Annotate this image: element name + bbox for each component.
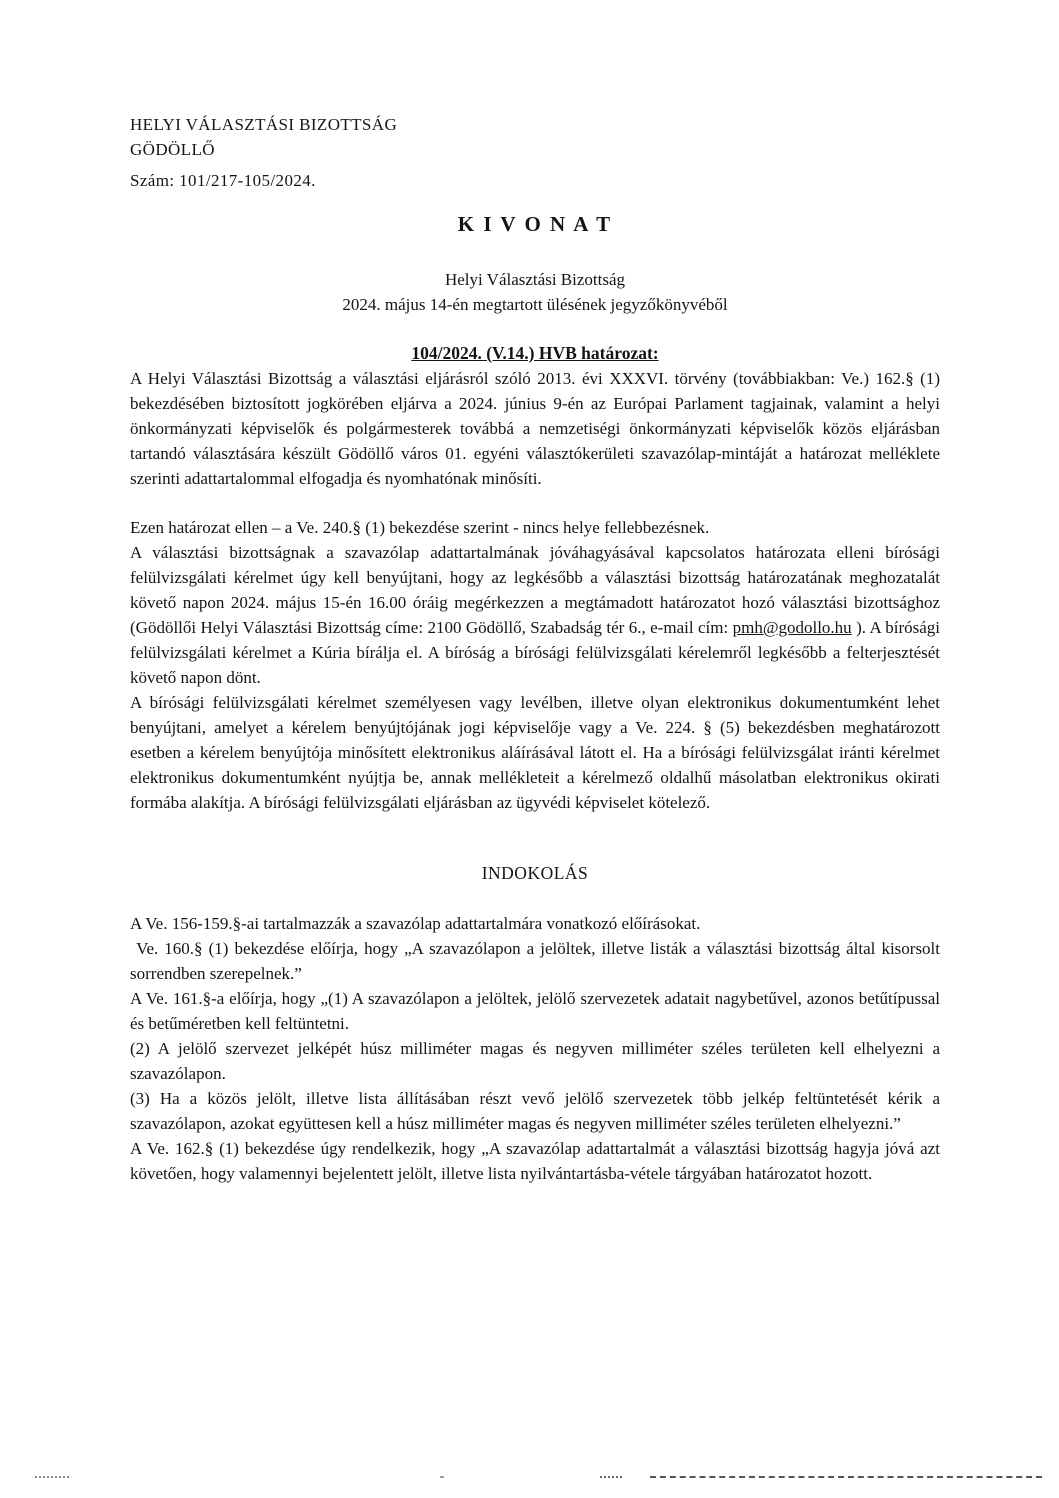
- justification-paragraph: Ve. 160.§ (1) bekezdése előírja, hogy „A szavazólapon a jelöltek, illetve listák a választási bizottság által kisorsolt sorrendben szerepelnek.”: [130, 939, 945, 983]
- operative-paragraph: A Helyi Választási Bizottság a választási eljárásról szóló 2013. évi XXXVI. törvény (továbbiakban: Ve.) 162.§ (1) bekezdésében biztosított jogkörében eljárva a 2024. június 9-én az Európai Parlament tagjainak, valamint a helyi önkormányzati képviselők és polgármesterek továbbá a nemzetiségi önkormányzati képviselők közös eljárásban tartandó választására készült Gödöllő város 01. egyéni választókerületi szavazólap-mintáját a határozat melléklete szerinti adattartalommal elfogadja és nyomhatónak minősíti.: [130, 369, 945, 488]
- justification-paragraph: A Ve. 162.§ (1) bekezdése úgy rendelkezik, hogy „A szavazólap adattartalmát a választási bizottság hagyja jóvá azt követően, hogy valamennyi bejelentett jelölt, illetve lista nyilvántartásba-vétele tárgyában határozatot hozott.: [130, 1139, 945, 1183]
- committee-name: HELYI VÁLASZTÁSI BIZOTTSÁG: [130, 115, 398, 134]
- justification-paragraph: (3) Ha a közös jelölt, illetve lista állításában részt vevő jelölő szervezetek több jelkép feltüntetését kérik a szavazólapon, azokat együttesen kell a húsz milliméter magas és negyven milliméter széles területen elhelyezni.”: [130, 1089, 945, 1133]
- appeal-text-after-email: ). A bírósági felülvizsgálati kérelmet a Kúria bírálja el. A bíróság a bírósági felülvizsgálati kérelemről legkésőbb a felterjesztését követő napon dönt.: [130, 618, 945, 687]
- submission-method-paragraph: A bírósági felülvizsgálati kérelmet személyesen vagy levélben, illetve olyan elektronikus dokumentumként lehet benyújtani, amelyet a kérelem benyújtójának jogi képviselője vagy a Ve. 224. § (5) bekezdésben meghatározott esetben a kérelem benyújtója minősített elektronikus aláírásával látott el. Ha a bírósági felülvizsgálat iránti kérelmet elektronikus dokumentumként nyújtja be, annak mellékleteit a kérelmező oldalhű másolatban elektronikus okirati formába alakítja. A bírósági felülvizsgálati eljárásban az ügyvédi képviselet kötelező.: [130, 693, 945, 812]
- document-title: K I V O N A T: [457, 212, 613, 236]
- scan-artifact-dots-mid: [600, 1476, 622, 1478]
- scan-artifact-dot: [440, 1476, 444, 1478]
- document-subtitle: [130, 267, 940, 317]
- justification-heading: INDOKOLÁS: [481, 863, 589, 883]
- committee-city: GÖDÖLLŐ: [130, 140, 215, 159]
- email-link[interactable]: pmh@godollo.hu: [732, 618, 852, 637]
- justification-paragraph: A Ve. 156-159.§-ai tartalmazzák a szavazólap adattartalmára vonatkozó előírásokat.: [130, 914, 701, 933]
- case-number: Szám: 101/217-105/2024.: [130, 171, 316, 190]
- appeal-deadline-paragraph: [130, 540, 945, 690]
- decision-number-heading: 104/2024. (V.14.) HVB határozat:: [411, 343, 659, 363]
- subtitle-committee: Helyi Választási Bizottság: [444, 270, 626, 289]
- appeal-information-block: [130, 515, 945, 815]
- subtitle-session-date: 2024. május 14-én megtartott ülésének jegyzőkönyvéből: [342, 295, 728, 314]
- document-header: [130, 112, 940, 193]
- scan-artifact-dots-left: [35, 1476, 69, 1478]
- no-appeal-sentence: Ezen határozat ellen – a Ve. 240.§ (1) bekezdése szerint - nincs helye fellebbezésnek.: [130, 518, 710, 537]
- justification-block: [130, 911, 945, 1186]
- appeal-text-before-email: A választási bizottságnak a szavazólap adattartalmának jóváhagyásával kapcsolatos határozata elleni bírósági felülvizsgálati kérelmet úgy kell benyújtani, hogy az legkésőbb a választási bizottság határozatának meghozatalát követő napon 2024. május 15-én 16.00 óráig megérkezzen a megtámadott határozatot hozó választási bizottsághoz (Gödöllői Helyi Választási Bizottság címe: 2100 Gödöllő, Szabadság tér 6., e-mail cím:: [130, 543, 945, 637]
- justification-paragraph: (2) A jelölő szervezet jelképét húsz milliméter magas és negyven milliméter széles területen kell elhelyezni a szavazólapon.: [130, 1039, 945, 1083]
- scan-artifact-dashed-line: [650, 1476, 1042, 1478]
- justification-paragraph: A Ve. 161.§-a előírja, hogy „(1) A szavazólapon a jelöltek, jelölő szervezetek adatait nagybetűvel, azonos betűtípussal és betűméretben kell feltüntetni.: [130, 989, 945, 1033]
